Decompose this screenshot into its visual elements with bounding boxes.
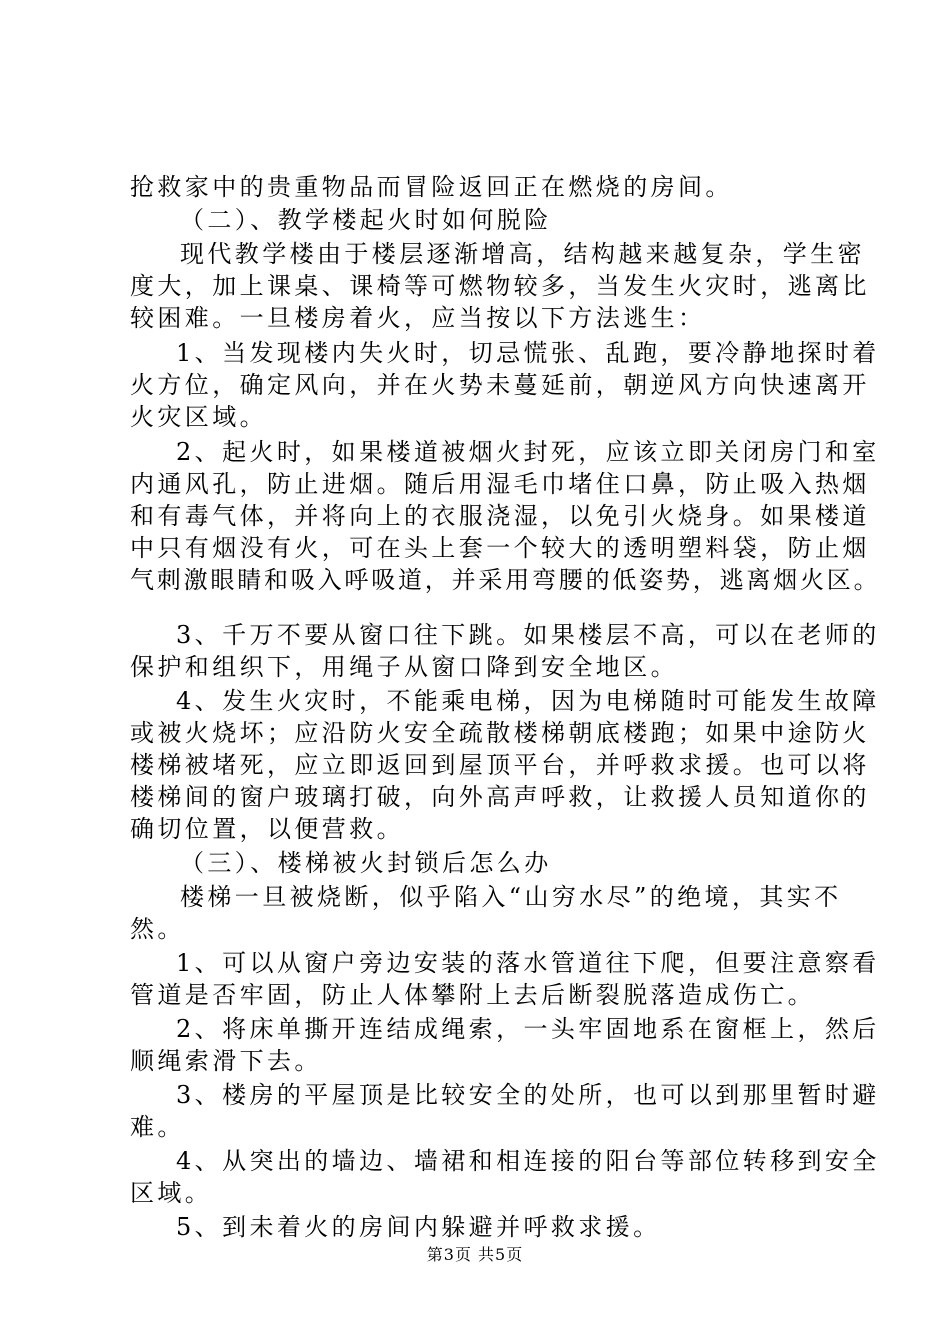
text-line: 4、发生火灾时，不能乘电梯，因为电梯随时可能发生故障 <box>176 687 880 715</box>
text-line: 火灾区域。 <box>130 403 267 431</box>
text-line: 楼梯间的窗户玻璃打破，向外高声呼救，让救援人员知道你的 <box>130 783 870 811</box>
text-line: 4、从突出的墙边、墙裙和相连接的阳台等部位转移到安全 <box>176 1147 880 1175</box>
page-footer: 第3页 共5页 <box>426 1245 524 1264</box>
section-heading: （三）、楼梯被火封锁后怎么办 <box>180 849 552 877</box>
text-line: 度大，加上课桌、课椅等可燃物较多，当发生火灾时，逃离比 <box>130 272 870 300</box>
text-line: 气刺激眼睛和吸入呼吸道，并采用弯腰的低姿势，逃离烟火区。 <box>130 566 881 594</box>
text-line: 较困难。一旦楼房着火，应当按以下方法逃生： <box>130 304 706 332</box>
text-line: 难。 <box>130 1113 185 1141</box>
text-line: 2、将床单撕开连结成绳索，一头牢固地系在窗框上，然后 <box>176 1015 880 1043</box>
text-line: 或被火烧坏；应沿防火安全疏散楼梯朝底楼跑；如果中途防火 <box>130 719 870 747</box>
text-line: 火方位，确定风向，并在火势未蔓延前，朝逆风方向快速离开 <box>130 371 870 399</box>
text-line: 顺绳索滑下去。 <box>130 1047 322 1075</box>
text-line: 管道是否牢固，防止人体攀附上去后断裂脱落造成伤亡。 <box>130 981 815 1009</box>
section-heading: （二）、教学楼起火时如何脱险 <box>180 206 552 234</box>
text-line: 然。 <box>130 915 185 943</box>
text-line: 和有毒气体，并将向上的衣服浇湿，以免引火烧身。如果楼道 <box>130 502 870 530</box>
text-line: 保护和组织下，用绳子从窗口降到安全地区。 <box>130 653 678 681</box>
text-line: 2、起火时，如果楼道被烟火封死，应该立即关闭房门和室 <box>176 438 880 466</box>
text-line: 1、当发现楼内失火时，切忌慌张、乱跑，要冷静地探时着 <box>176 339 880 367</box>
text-line: 抢救家中的贵重物品而冒险返回正在燃烧的房间。 <box>130 173 733 201</box>
text-line: 确切位置，以便营救。 <box>130 815 404 843</box>
text-line: 楼梯一旦被烧断，似乎陷入“山穷水尽”的绝境，其实不 <box>180 883 842 911</box>
text-line: 5、到未着火的房间内躲避并呼救求援。 <box>176 1213 661 1241</box>
text-line: 区域。 <box>130 1179 213 1207</box>
text-line: 楼梯被堵死，应立即返回到屋顶平台，并呼救求援。也可以将 <box>130 751 870 779</box>
text-line: 3、千万不要从窗口往下跳。如果楼层不高，可以在老师的 <box>176 621 880 649</box>
text-line: 1、可以从窗户旁边安装的落水管道往下爬，但要注意察看 <box>176 949 880 977</box>
text-line: 中只有烟没有火，可在头上套一个较大的透明塑料袋，防止烟 <box>130 534 870 562</box>
text-line: 现代教学楼由于楼层逐渐增高，结构越来越复杂，学生密 <box>180 240 865 268</box>
text-line: 3、楼房的平屋顶是比较安全的处所，也可以到那里暂时避 <box>176 1081 880 1109</box>
text-line: 内通风孔，防止进烟。随后用湿毛巾堵住口鼻，防止吸入热烟 <box>130 470 870 498</box>
